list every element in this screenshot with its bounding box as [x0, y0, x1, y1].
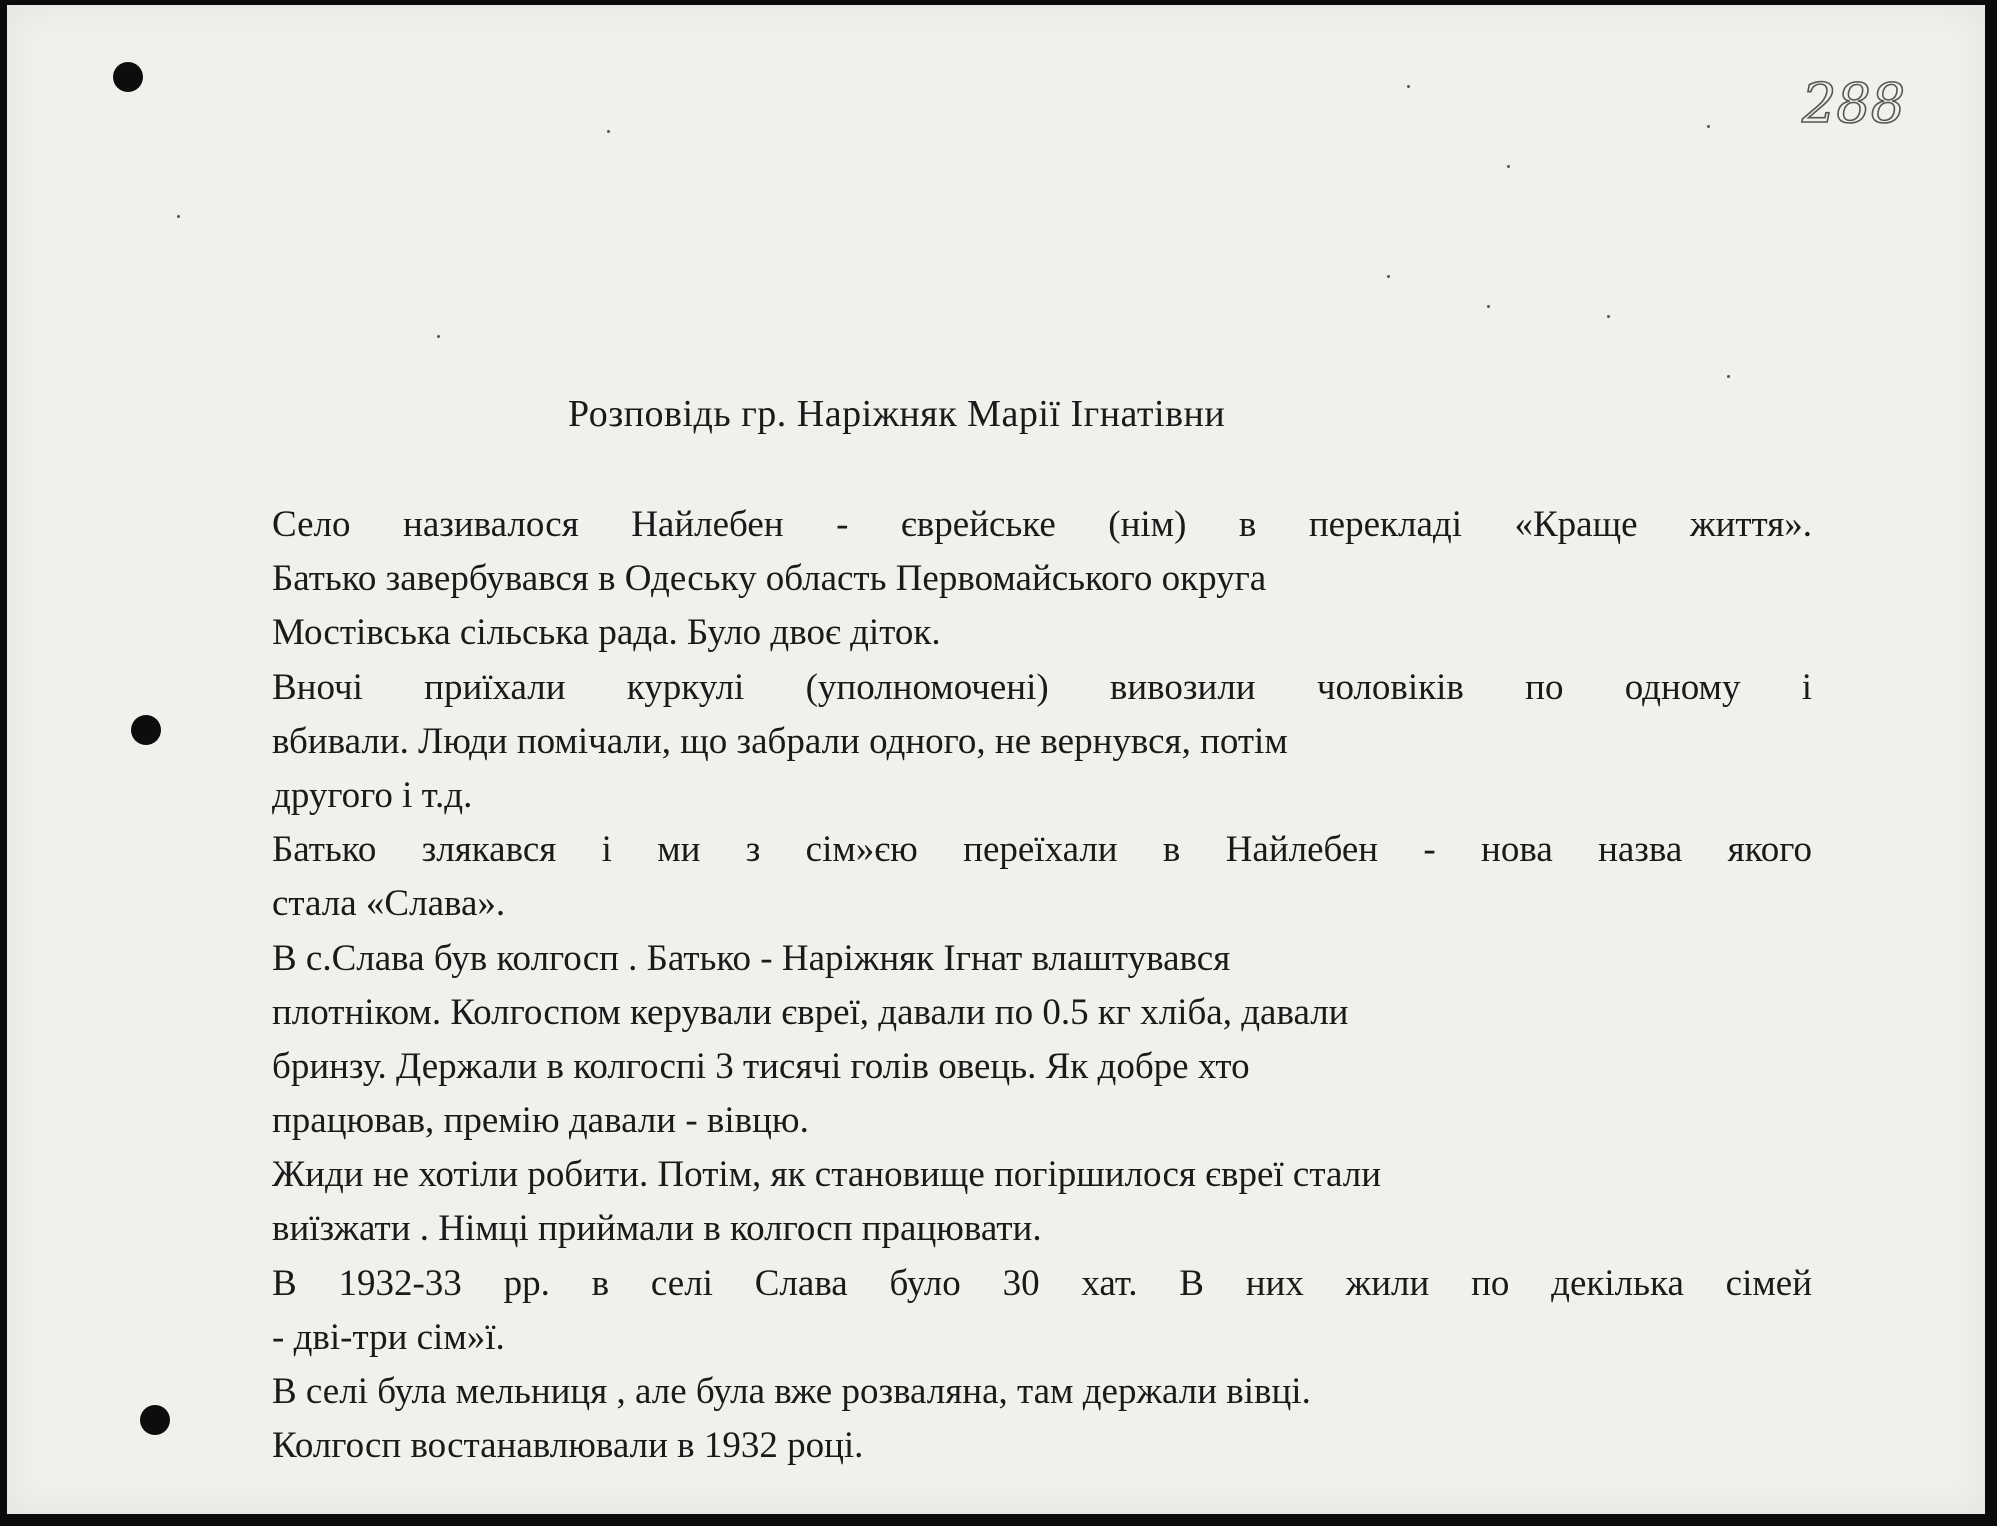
text-line: В селі була мельниця , але була вже розваляна, там держали вівці. — [272, 1371, 1311, 1412]
text-line: В с.Слава був колгосп . Батько - Наріжняк Ігнат влаштувався — [272, 937, 1231, 979]
speck — [1387, 275, 1390, 278]
folio-number — [1797, 67, 1927, 137]
text-line: Жиди не хотіли робити. Потім, як становище погіршилося євреї стали — [272, 1154, 1381, 1196]
speck — [1607, 315, 1610, 318]
text-line: - дві-три сім»ї. — [272, 1316, 505, 1358]
text-line: Село називалося Найлебен - єврейське (нім) в перекладі «Краще життя». — [272, 504, 1812, 545]
text-line: Вночі приїхали куркулі (уполномочені) вивозили чоловіків по одному і — [272, 666, 1812, 708]
svg-text:288: 288 — [1802, 72, 1906, 135]
text-line: виїзжати . Німці приймали в колгосп працювати. — [272, 1208, 1042, 1250]
speck — [1707, 125, 1710, 128]
text-line: бринзу. Держали в колгоспі 3 тисячі голів овець. Як добре хто — [272, 1045, 1250, 1087]
text-line: В 1932-33 рр. в селі Слава було 30 хат. В них жили по декілька сімей — [272, 1262, 1812, 1304]
speck — [1727, 375, 1730, 378]
text-line: Батько завербувався в Одеську область Первомайського округа — [272, 558, 1267, 600]
speck — [437, 335, 440, 338]
speck — [607, 130, 610, 133]
text-line: Мостівська сільська рада. Було двоє діток. — [272, 612, 941, 654]
speck — [177, 215, 180, 218]
page-title: Розповідь гр. Наріжняк Марії Ігнатівни — [568, 393, 1226, 435]
text-line: стала «Слава». — [272, 883, 506, 925]
text-line: працював, премію давали - вівцю. — [272, 1100, 809, 1142]
text-line: вбивали. Люди помічали, що забрали одного, не вернувся, потім — [272, 720, 1288, 762]
text-line: другого і т.д. — [272, 774, 473, 816]
speck — [1407, 85, 1410, 88]
speck — [1487, 305, 1490, 308]
text-line: Батько злякався і ми з сім»єю переїхали в Найлебен - нова назва якого — [272, 829, 1812, 871]
punch-hole — [113, 62, 143, 92]
punch-hole — [131, 715, 161, 745]
text-line: плотніком. Колгоспом керували євреї, давали по 0.5 кг хліба, давали — [272, 991, 1349, 1033]
text-line: Колгосп востанавлювали в 1932 році. — [272, 1425, 864, 1467]
speck — [1507, 165, 1510, 168]
document-body — [272, 498, 1832, 1473]
punch-hole — [140, 1405, 170, 1435]
